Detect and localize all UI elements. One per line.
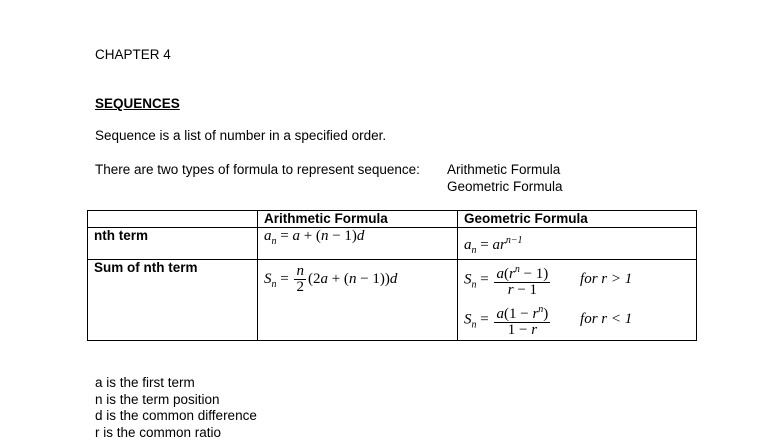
header-geometric: Geometric Formula: [458, 211, 697, 228]
geometric-sum-r-less: $S_n$ = $\frac{a(1 - r^n)}{1 - r}$ for r < 1: [464, 304, 633, 338]
arithmetic-nth-term-formula: $a_n = a + (n - 1)d$: [258, 228, 458, 260]
legend-common-ratio: r is the common ratio: [95, 425, 222, 440]
geometric-sum-formulas: [458, 260, 697, 341]
formula-table: [87, 210, 697, 341]
header-blank: [88, 211, 258, 228]
legend-common-difference: d is the common difference: [95, 408, 257, 423]
row-label-nth-term: nth term: [88, 228, 258, 260]
arithmetic-sum-formula: $S_n$ = $\frac{n}{2}$ (2a + (n − 1))d: [258, 260, 458, 341]
type-arithmetic: Arithmetic Formula: [447, 162, 561, 177]
legend-term-position: n is the term position: [95, 392, 220, 407]
section-heading: SEQUENCES: [95, 96, 180, 111]
definition-text: Sequence is a list of number in a specified order.: [95, 128, 387, 143]
types-intro-text: There are two types of formula to represent sequence:: [95, 162, 420, 177]
type-geometric: Geometric Formula: [447, 179, 563, 194]
condition-r-greater: for r > 1: [580, 271, 633, 288]
geometric-sum-r-greater: $S_n$ = $\frac{a(r^n - 1)}{r - 1}$ for r > 1: [464, 264, 633, 298]
condition-r-less: for r < 1: [580, 311, 633, 328]
row-label-sum: Sum of nth term: [88, 260, 258, 341]
legend-first-term: a is the first term: [95, 375, 195, 390]
chapter-title: CHAPTER 4: [95, 47, 171, 62]
geometric-nth-term-formula: $a_n = ar^{n-1}$: [458, 228, 697, 260]
header-arithmetic: Arithmetic Formula: [258, 211, 458, 228]
